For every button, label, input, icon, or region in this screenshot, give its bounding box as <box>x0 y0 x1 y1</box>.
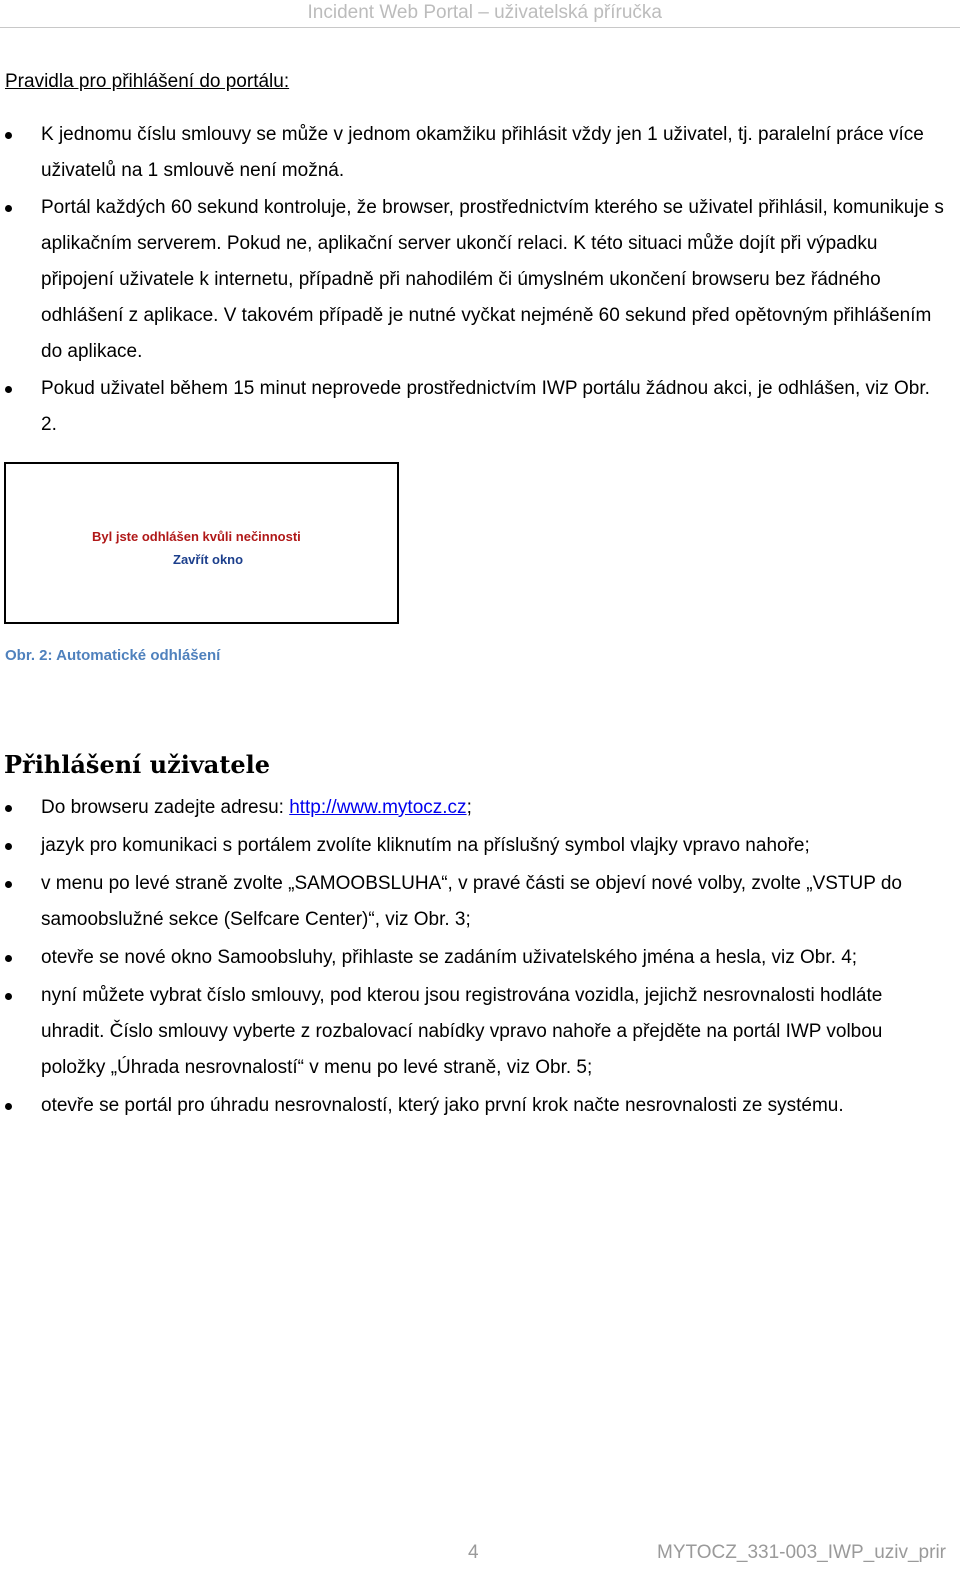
step-text: otevře se portál pro úhradu nesrovnalostí, který jako první krok načte nesrovnalosti ze systému. <box>41 1095 844 1116</box>
rule-text: Pokud uživatel během 15 minut neprovede prostřednictvím IWP portálu žádnou akci, je odhlášen, viz Obr. 2. <box>41 378 930 435</box>
logout-message: Byl jste odhlášen kvůli nečinnosti <box>92 529 301 544</box>
bullet-icon <box>5 132 12 139</box>
step-text: jazyk pro komunikaci s portálem zvolíte kliknutím na příslušný symbol vlajky vpravo nahoře; <box>41 835 810 856</box>
close-window-link[interactable]: Zavřít okno <box>173 552 244 567</box>
rule-text: Portál každých 60 sekund kontroluje, že browser, prostřednictvím kterého se uživatel přihlásil, komunikuje s aplikačním serverem. Pokud ne, aplikační server ukončí relaci. K této situaci může dojít při výpadku připojení uživatele k internetu, případně při nahodilém či úmyslném ukončení browseru bez řádného odhlášení z aplikace. V takovém případě je nutné vyčkat nejméně 60 sekund před opětovným přihlášením do aplikace. <box>41 197 944 362</box>
bullet-icon <box>5 843 12 850</box>
list-item <box>0 371 950 443</box>
logout-screenshot <box>4 462 399 624</box>
rules-heading: Pravidla pro přihlášení do portálu: <box>5 71 290 92</box>
step-text: otevře se nové okno Samoobsluhy, přihlaste se zadáním uživatelského jména a hesla, viz Obr. 4; <box>41 947 858 968</box>
bullet-icon <box>5 386 12 393</box>
step-suffix: ; <box>466 797 472 818</box>
bullet-icon <box>5 1103 12 1110</box>
document-id: MYTOCZ_331-003_IWP_uziv_prir <box>657 1542 946 1563</box>
bullet-icon <box>5 805 12 812</box>
bullet-icon <box>5 993 12 1000</box>
rule-text: K jednomu číslu smlouvy se může v jednom okamžiku přihlásit vždy jen 1 uživatel, tj. paralelní práce více uživatelů na 1 smlouvě není možná. <box>41 124 924 181</box>
figure-caption: Obr. 2: Automatické odhlášení <box>5 647 221 664</box>
section-heading: Přihlášení uživatele <box>4 750 271 779</box>
list-item <box>0 1088 950 1124</box>
list-item <box>0 790 950 826</box>
list-item <box>0 866 950 938</box>
page-header <box>0 0 960 28</box>
portal-url-link[interactable]: http://www.mytocz.cz <box>289 797 467 818</box>
rules-list <box>0 117 950 443</box>
list-item <box>0 940 950 976</box>
step-text: v menu po levé straně zvolte „SAMOOBSLUHA“, v pravé části se objeví nové volby, zvolte „VSTUP do samoobslužné sekce (Selfcare Center)“, viz Obr. 3; <box>41 873 902 930</box>
step-text: nyní můžete vybrat číslo smlouvy, pod kterou jsou registrována vozidla, jejichž nesrovnalosti hodláte uhradit. Číslo smlouvy vyberte z rozbalovací nabídky vpravo nahoře a přejděte na portál IWP volbou položky „Úhrada nesrovnalostí“ v menu po levé straně, viz Obr. 5; <box>41 985 883 1078</box>
bullet-icon <box>5 205 12 212</box>
bullet-icon <box>5 955 12 962</box>
list-item <box>0 828 950 864</box>
step-prefix: Do browseru zadejte adresu: <box>41 797 290 818</box>
header-title: Incident Web Portal – uživatelská příručka <box>307 2 662 23</box>
page-number: 4 <box>468 1542 479 1563</box>
list-item <box>0 190 950 370</box>
list-item <box>0 117 950 189</box>
bullet-icon <box>5 881 12 888</box>
login-steps-list <box>0 790 950 1126</box>
list-item <box>0 978 950 1086</box>
